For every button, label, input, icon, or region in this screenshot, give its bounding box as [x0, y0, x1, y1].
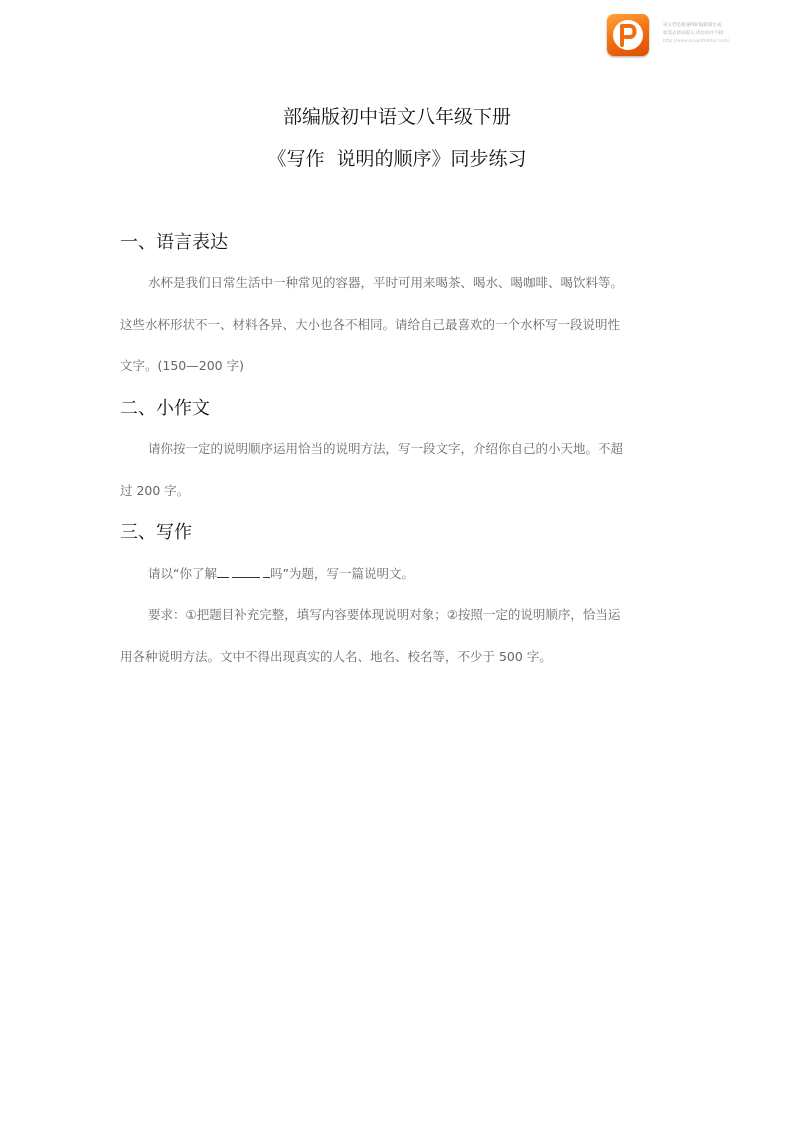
pdf-editor-watermark	[607, 14, 787, 58]
section-2-paragraph-line: 请你按一定的说明顺序运用恰当的说明方法，写一段文字，介绍你自己的小天地。不超	[148, 441, 624, 456]
section-1-paragraph-line: 文字。(150—200 字)	[120, 358, 244, 373]
section-2-heading: 二、小作文	[120, 398, 210, 419]
section-2-paragraph-line: 过 200 字。	[120, 483, 190, 498]
section-3-prompt	[148, 565, 680, 583]
document-subtitle: 《写作 说明的顺序》同步练习	[267, 148, 527, 170]
watermark-line-2: 如需去掉该提示,请访问并下载:	[663, 31, 725, 36]
watermark-link[interactable]: http://www.jisupdfeditor.com/	[663, 39, 730, 44]
section-3-heading: 三、写作	[120, 522, 192, 543]
section-1-paragraph-line: 这些水杯形状不一、材料各异、大小也各不相同。请给自己最喜欢的一个水杯写一段说明性	[120, 317, 621, 332]
section-3-requirement-line: 用各种说明方法。文中不得出现真实的人名、地名、校名等，不少于 500 字。	[120, 649, 552, 664]
prompt-text-before: 请以“你了解	[148, 566, 217, 581]
title-blank-line	[232, 565, 260, 578]
prompt-text-after: 吗”为题，写一篇说明文。	[269, 566, 414, 581]
title-blank-line	[263, 565, 270, 578]
section-1-heading: 一、语言表达	[120, 232, 228, 253]
document-title: 部编版初中语文八年级下册	[282, 106, 511, 128]
section-3-requirement-line: 要求：①把题目补充完整，填写内容要体现说明对象；②按照一定的说明顺序，恰当运	[148, 607, 621, 622]
pdf-editor-logo-icon	[607, 14, 649, 56]
watermark-line-1: 该文档是极速PDF编辑器生成,	[663, 23, 723, 28]
title-blank-line	[217, 565, 229, 578]
watermark-text	[663, 22, 787, 46]
section-1-paragraph-line: 水杯是我们日常生活中一种常见的容器，平时可用来喝茶、喝水、喝咖啡、喝饮料等。	[148, 275, 624, 290]
